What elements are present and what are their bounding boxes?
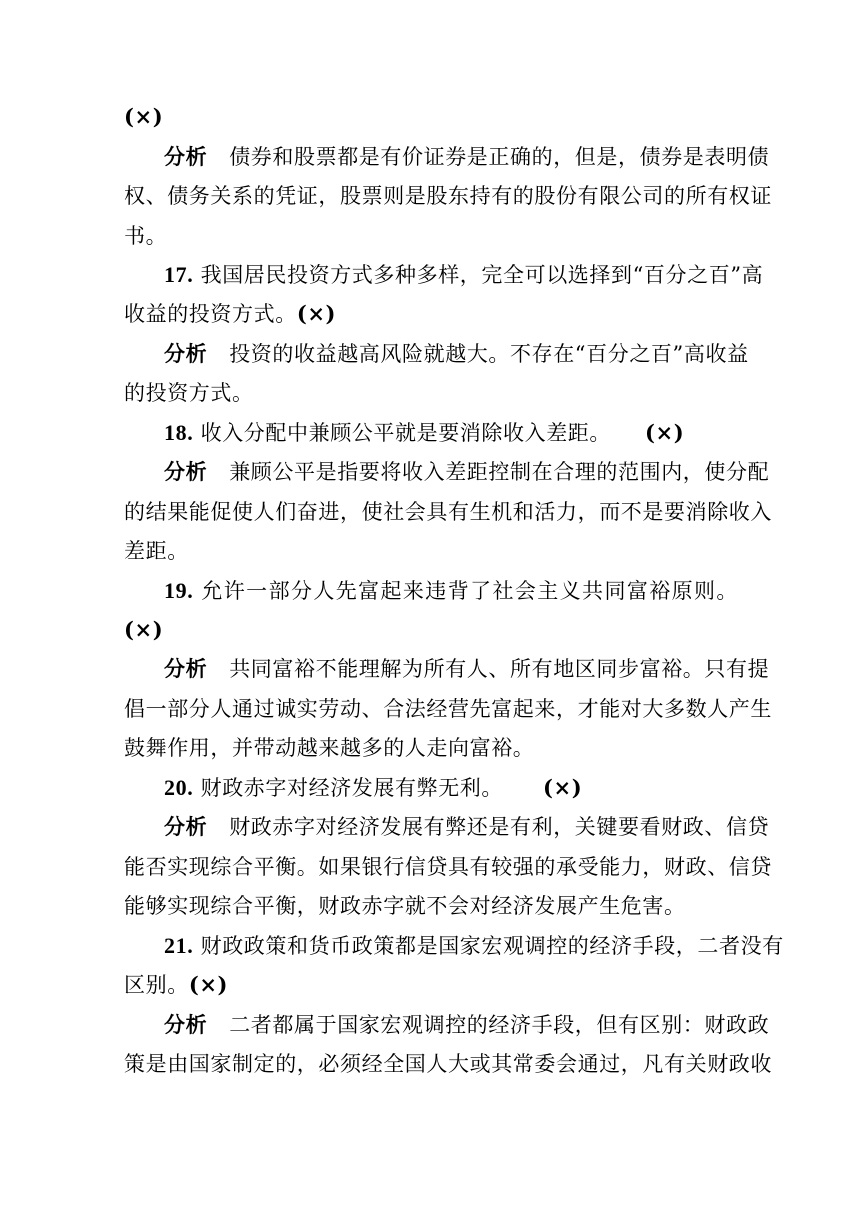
analysis-line: 倡一部分人通过诚实劳动、合法经营先富起来，才能对大多数人产生 <box>124 697 772 721</box>
question-statement: 区别。(×) <box>124 972 229 997</box>
analysis-label: 分析 <box>164 341 208 366</box>
analysis-line: 鼓舞作用，并带动越来越多的人走向富裕。 <box>124 736 535 760</box>
question-statement: 20. 财政赤字对经济发展有弊无利。 (×) <box>164 775 583 800</box>
question-statement: 收益的投资方式。(×) <box>124 301 337 326</box>
question-statement: 21. 财政政策和货币政策都是国家宏观调控的经济手段，二者没有 <box>164 933 784 958</box>
analysis-line: 书。 <box>124 224 168 248</box>
answer-mark: (×) <box>543 775 583 800</box>
analysis-label: 分析 <box>164 144 208 169</box>
analysis-label: 分析 <box>164 1012 208 1037</box>
question-number: 21. <box>164 933 194 958</box>
analysis-line: 能够实现综合平衡，财政赤字就不会对经济发展产生危害。 <box>124 894 686 918</box>
analysis-line: 差距。 <box>124 539 189 563</box>
analysis-line: 能否实现综合平衡。如果银行信贷具有较强的承受能力，财政、信贷 <box>124 855 772 879</box>
question-number: 20. <box>164 775 194 800</box>
analysis-line: 分析 投资的收益越高风险就越大。不存在“百分之百”高收益 <box>164 341 749 366</box>
answer-mark: (×) <box>188 972 229 997</box>
answer-mark: (×) <box>124 104 164 129</box>
analysis-line: 分析 共同富裕不能理解为所有人、所有地区同步富裕。只有提 <box>164 656 770 681</box>
question-statement: 18. 收入分配中兼顾公平就是要消除收入差距。 (×) <box>164 420 685 445</box>
question-statement: 19. 允许一部分人先富起来违背了社会主义共同富裕原则。 <box>164 578 738 603</box>
analysis-line: 的投资方式。 <box>124 381 254 405</box>
analysis-line: 权、债务关系的凭证，股票则是股东持有的股份有限公司的所有权证 <box>124 184 772 208</box>
analysis-line: 策是由国家制定的，必须经全国人大或其常委会通过，凡有关财政收 <box>124 1052 772 1076</box>
analysis-label: 分析 <box>164 459 208 484</box>
analysis-line: 分析 二者都属于国家宏观调控的经济手段，但有区别：财政政 <box>164 1012 770 1037</box>
analysis-line: 的结果能促使人们奋进，使社会具有生机和活力，而不是要消除收入 <box>124 500 772 524</box>
analysis-line: 分析 兼顾公平是指要将收入差距控制在合理的范围内，使分配 <box>164 459 770 484</box>
answer-mark: (×) <box>296 301 337 326</box>
analysis-line: 分析 财政赤字对经济发展有弊还是有利，关键要看财政、信贷 <box>164 814 770 839</box>
analysis-label: 分析 <box>164 814 208 839</box>
question-statement: 17. 我国居民投资方式多种多样，完全可以选择到“百分之百”高 <box>164 262 764 287</box>
answer-mark: (×) <box>124 617 164 642</box>
analysis-label: 分析 <box>164 656 208 681</box>
question-number: 19. <box>164 578 194 603</box>
question-number: 17. <box>164 262 194 287</box>
question-number: 18. <box>164 420 194 445</box>
answer-mark: (×) <box>645 420 685 445</box>
analysis-line: 分析 债券和股票都是有价证券是正确的，但是，债券是表明债 <box>164 144 770 169</box>
